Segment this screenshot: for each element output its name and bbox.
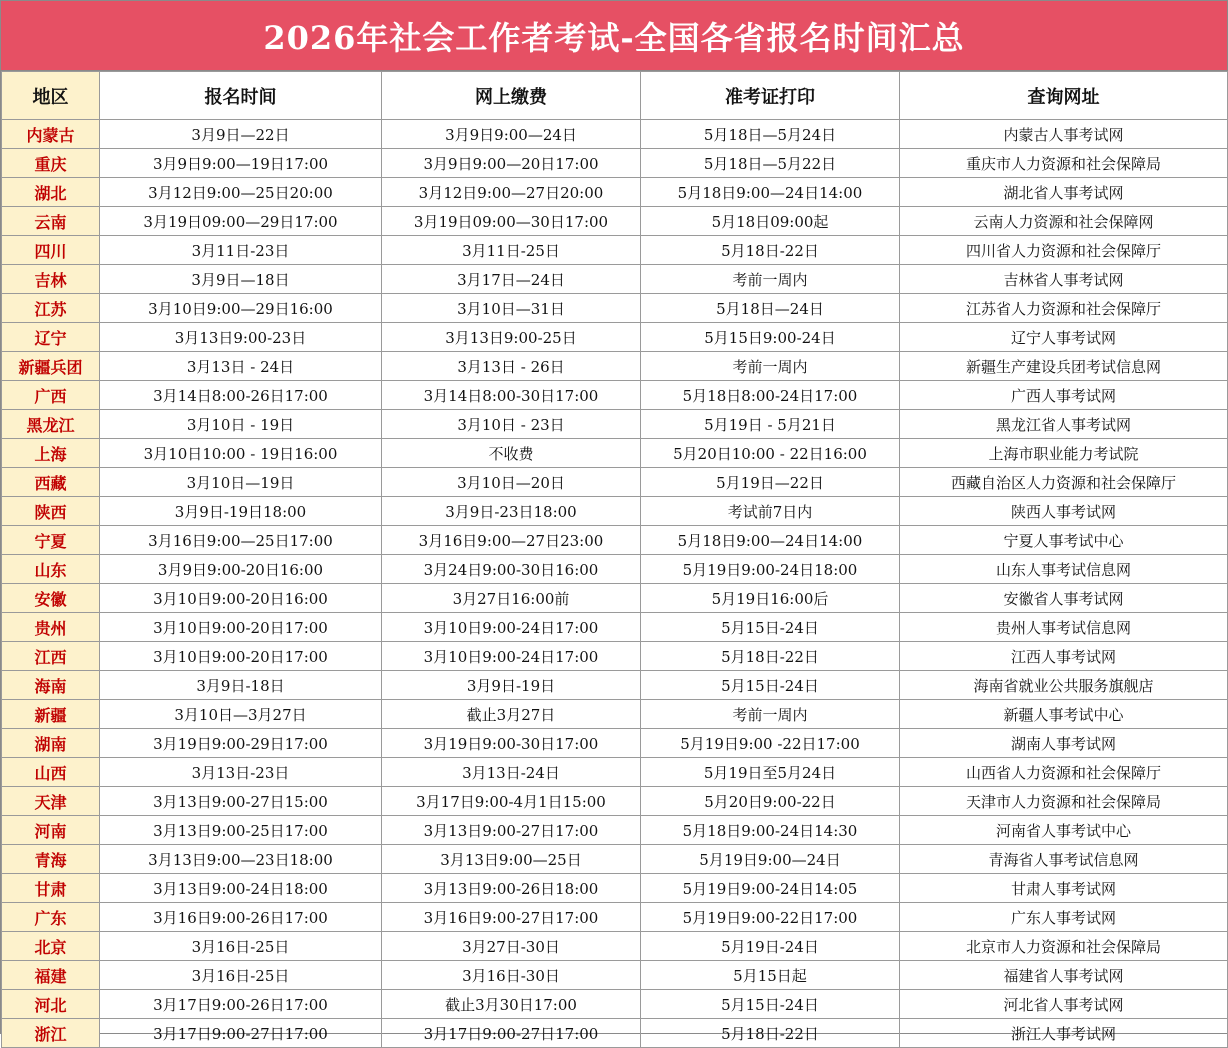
registration-time-cell: 3月19日09:00—29日17:00 bbox=[100, 207, 382, 236]
admission-ticket-cell: 5月18日09:00起 bbox=[641, 207, 900, 236]
region-cell: 新疆兵团 bbox=[2, 352, 100, 381]
registration-time-cell: 3月13日 - 24日 bbox=[100, 352, 382, 381]
region-cell: 山东 bbox=[2, 555, 100, 584]
registration-table bbox=[1, 71, 1228, 1048]
online-payment-cell: 3月13日9:00—25日 bbox=[382, 845, 641, 874]
registration-time-cell: 3月13日9:00-27日15:00 bbox=[100, 787, 382, 816]
admission-ticket-cell: 5月18日8:00-24日17:00 bbox=[641, 381, 900, 410]
table-row bbox=[2, 294, 1228, 323]
online-payment-cell: 3月27日16:00前 bbox=[382, 584, 641, 613]
header-registration-time: 报名时间 bbox=[100, 72, 382, 120]
query-website-cell: 山东人事考试信息网 bbox=[900, 555, 1228, 584]
registration-time-cell: 3月10日10:00 - 19日16:00 bbox=[100, 439, 382, 468]
admission-ticket-cell: 5月20日10:00 - 22日16:00 bbox=[641, 439, 900, 468]
query-website-cell: 北京市人力资源和社会保障局 bbox=[900, 932, 1228, 961]
query-website-cell: 新疆生产建设兵团考试信息网 bbox=[900, 352, 1228, 381]
region-cell: 湖南 bbox=[2, 729, 100, 758]
online-payment-cell: 3月16日9:00—27日23:00 bbox=[382, 526, 641, 555]
header-region: 地区 bbox=[2, 72, 100, 120]
registration-time-cell: 3月10日9:00-20日17:00 bbox=[100, 613, 382, 642]
admission-ticket-cell: 5月19日9:00-24日18:00 bbox=[641, 555, 900, 584]
admission-ticket-cell: 5月18日9:00-24日14:30 bbox=[641, 816, 900, 845]
registration-time-cell: 3月17日9:00-26日17:00 bbox=[100, 990, 382, 1019]
query-website-cell: 浙江人事考试网 bbox=[900, 1019, 1228, 1048]
query-website-cell: 四川省人力资源和社会保障厅 bbox=[900, 236, 1228, 265]
table-row bbox=[2, 526, 1228, 555]
online-payment-cell: 3月9日-19日 bbox=[382, 671, 641, 700]
online-payment-cell: 3月14日8:00-30日17:00 bbox=[382, 381, 641, 410]
query-website-cell: 广西人事考试网 bbox=[900, 381, 1228, 410]
region-cell: 福建 bbox=[2, 961, 100, 990]
registration-time-cell: 3月10日 - 19日 bbox=[100, 410, 382, 439]
table-row bbox=[2, 845, 1228, 874]
query-website-cell: 广东人事考试网 bbox=[900, 903, 1228, 932]
registration-time-cell: 3月10日9:00—29日16:00 bbox=[100, 294, 382, 323]
registration-time-cell: 3月12日9:00—25日20:00 bbox=[100, 178, 382, 207]
query-website-cell: 吉林省人事考试网 bbox=[900, 265, 1228, 294]
table-row bbox=[2, 729, 1228, 758]
query-website-cell: 宁夏人事考试中心 bbox=[900, 526, 1228, 555]
region-cell: 安徽 bbox=[2, 584, 100, 613]
registration-time-cell: 3月16日9:00—25日17:00 bbox=[100, 526, 382, 555]
table-row bbox=[2, 642, 1228, 671]
table-row bbox=[2, 700, 1228, 729]
table-body bbox=[2, 120, 1228, 1048]
table-row bbox=[2, 613, 1228, 642]
online-payment-cell: 3月13日9:00-25日 bbox=[382, 323, 641, 352]
admission-ticket-cell: 考试前7日内 bbox=[641, 497, 900, 526]
region-cell: 四川 bbox=[2, 236, 100, 265]
region-cell: 辽宁 bbox=[2, 323, 100, 352]
registration-time-cell: 3月13日9:00-25日17:00 bbox=[100, 816, 382, 845]
registration-time-cell: 3月9日-18日 bbox=[100, 671, 382, 700]
region-cell: 贵州 bbox=[2, 613, 100, 642]
online-payment-cell: 3月19日9:00-30日17:00 bbox=[382, 729, 641, 758]
registration-time-cell: 3月16日9:00-26日17:00 bbox=[100, 903, 382, 932]
online-payment-cell: 3月17日9:00-4月1日15:00 bbox=[382, 787, 641, 816]
region-cell: 青海 bbox=[2, 845, 100, 874]
admission-ticket-cell: 5月19日9:00 -22日17:00 bbox=[641, 729, 900, 758]
query-website-cell: 福建省人事考试网 bbox=[900, 961, 1228, 990]
admission-ticket-cell: 5月19日—22日 bbox=[641, 468, 900, 497]
admission-ticket-cell: 5月19日至5月24日 bbox=[641, 758, 900, 787]
region-cell: 广东 bbox=[2, 903, 100, 932]
query-website-cell: 海南省就业公共服务旗舰店 bbox=[900, 671, 1228, 700]
region-cell: 湖北 bbox=[2, 178, 100, 207]
region-cell: 河北 bbox=[2, 990, 100, 1019]
online-payment-cell: 3月10日9:00-24日17:00 bbox=[382, 642, 641, 671]
online-payment-cell: 3月9日-23日18:00 bbox=[382, 497, 641, 526]
table-row bbox=[2, 381, 1228, 410]
registration-time-cell: 3月13日9:00-23日 bbox=[100, 323, 382, 352]
table-row bbox=[2, 265, 1228, 294]
region-cell: 山西 bbox=[2, 758, 100, 787]
table-row bbox=[2, 497, 1228, 526]
query-website-cell: 黑龙江省人事考试网 bbox=[900, 410, 1228, 439]
online-payment-cell: 3月19日09:00—30日17:00 bbox=[382, 207, 641, 236]
region-cell: 上海 bbox=[2, 439, 100, 468]
table-row bbox=[2, 990, 1228, 1019]
header-row bbox=[2, 72, 1228, 120]
query-website-cell: 贵州人事考试信息网 bbox=[900, 613, 1228, 642]
region-cell: 海南 bbox=[2, 671, 100, 700]
table-row bbox=[2, 903, 1228, 932]
registration-time-cell: 3月11日-23日 bbox=[100, 236, 382, 265]
table-row bbox=[2, 439, 1228, 468]
admission-ticket-cell: 5月18日—5月22日 bbox=[641, 149, 900, 178]
region-cell: 宁夏 bbox=[2, 526, 100, 555]
query-website-cell: 陕西人事考试网 bbox=[900, 497, 1228, 526]
admission-ticket-cell: 5月18日—5月24日 bbox=[641, 120, 900, 149]
online-payment-cell: 3月13日-24日 bbox=[382, 758, 641, 787]
table-row bbox=[2, 758, 1228, 787]
registration-time-cell: 3月10日—3月27日 bbox=[100, 700, 382, 729]
online-payment-cell: 截止3月30日17:00 bbox=[382, 990, 641, 1019]
registration-time-cell: 3月9日—18日 bbox=[100, 265, 382, 294]
registration-time-cell: 3月16日-25日 bbox=[100, 932, 382, 961]
registration-time-cell: 3月17日9:00-27日17:00 bbox=[100, 1019, 382, 1048]
query-website-cell: 上海市职业能力考试院 bbox=[900, 439, 1228, 468]
online-payment-cell: 不收费 bbox=[382, 439, 641, 468]
admission-ticket-cell: 5月18日-22日 bbox=[641, 1019, 900, 1048]
query-website-cell: 辽宁人事考试网 bbox=[900, 323, 1228, 352]
header-query-website: 查询网址 bbox=[900, 72, 1228, 120]
header-admission-ticket: 准考证打印 bbox=[641, 72, 900, 120]
admission-ticket-cell: 5月15日起 bbox=[641, 961, 900, 990]
table-row bbox=[2, 1019, 1228, 1048]
query-website-cell: 重庆市人力资源和社会保障局 bbox=[900, 149, 1228, 178]
table-row bbox=[2, 323, 1228, 352]
online-payment-cell: 3月10日9:00-24日17:00 bbox=[382, 613, 641, 642]
query-website-cell: 山西省人力资源和社会保障厅 bbox=[900, 758, 1228, 787]
registration-time-cell: 3月9日—22日 bbox=[100, 120, 382, 149]
online-payment-cell: 3月27日-30日 bbox=[382, 932, 641, 961]
region-cell: 甘肃 bbox=[2, 874, 100, 903]
header-online-payment: 网上缴费 bbox=[382, 72, 641, 120]
query-website-cell: 河北省人事考试网 bbox=[900, 990, 1228, 1019]
admission-ticket-cell: 5月18日-22日 bbox=[641, 236, 900, 265]
region-cell: 重庆 bbox=[2, 149, 100, 178]
admission-ticket-cell: 5月15日-24日 bbox=[641, 990, 900, 1019]
table-row bbox=[2, 932, 1228, 961]
admission-ticket-cell: 5月18日9:00—24日14:00 bbox=[641, 178, 900, 207]
registration-time-cell: 3月13日-23日 bbox=[100, 758, 382, 787]
online-payment-cell: 3月13日9:00-26日18:00 bbox=[382, 874, 641, 903]
registration-time-cell: 3月9日9:00-20日16:00 bbox=[100, 555, 382, 584]
online-payment-cell: 3月13日 - 26日 bbox=[382, 352, 641, 381]
region-cell: 江苏 bbox=[2, 294, 100, 323]
region-cell: 黑龙江 bbox=[2, 410, 100, 439]
registration-time-cell: 3月19日9:00-29日17:00 bbox=[100, 729, 382, 758]
admission-ticket-cell: 5月20日9:00-22日 bbox=[641, 787, 900, 816]
admission-ticket-cell: 5月15日-24日 bbox=[641, 613, 900, 642]
admission-ticket-cell: 5月18日—24日 bbox=[641, 294, 900, 323]
query-website-cell: 天津市人力资源和社会保障局 bbox=[900, 787, 1228, 816]
online-payment-cell: 3月11日-25日 bbox=[382, 236, 641, 265]
table-row bbox=[2, 236, 1228, 265]
admission-ticket-cell: 5月18日-22日 bbox=[641, 642, 900, 671]
admission-ticket-cell: 5月19日 - 5月21日 bbox=[641, 410, 900, 439]
table-row bbox=[2, 961, 1228, 990]
registration-time-cell: 3月10日—19日 bbox=[100, 468, 382, 497]
admission-ticket-cell: 5月18日9:00—24日14:00 bbox=[641, 526, 900, 555]
online-payment-cell: 3月12日9:00—27日20:00 bbox=[382, 178, 641, 207]
registration-time-cell: 3月10日9:00-20日16:00 bbox=[100, 584, 382, 613]
table-row bbox=[2, 874, 1228, 903]
admission-ticket-cell: 5月19日16:00后 bbox=[641, 584, 900, 613]
table-row bbox=[2, 555, 1228, 584]
online-payment-cell: 3月10日—31日 bbox=[382, 294, 641, 323]
registration-time-cell: 3月9日-19日18:00 bbox=[100, 497, 382, 526]
query-website-cell: 内蒙古人事考试网 bbox=[900, 120, 1228, 149]
table-row bbox=[2, 410, 1228, 439]
table-row bbox=[2, 207, 1228, 236]
registration-time-cell: 3月9日9:00—19日17:00 bbox=[100, 149, 382, 178]
registration-time-cell: 3月14日8:00-26日17:00 bbox=[100, 381, 382, 410]
region-cell: 天津 bbox=[2, 787, 100, 816]
registration-time-cell: 3月16日-25日 bbox=[100, 961, 382, 990]
admission-ticket-cell: 5月19日9:00—24日 bbox=[641, 845, 900, 874]
region-cell: 吉林 bbox=[2, 265, 100, 294]
region-cell: 江西 bbox=[2, 642, 100, 671]
admission-ticket-cell: 考前一周内 bbox=[641, 700, 900, 729]
online-payment-cell: 3月17日—24日 bbox=[382, 265, 641, 294]
table-row bbox=[2, 178, 1228, 207]
table-row bbox=[2, 468, 1228, 497]
table-row bbox=[2, 816, 1228, 845]
admission-ticket-cell: 5月15日9:00-24日 bbox=[641, 323, 900, 352]
query-website-cell: 甘肃人事考试网 bbox=[900, 874, 1228, 903]
query-website-cell: 湖南人事考试网 bbox=[900, 729, 1228, 758]
table-row bbox=[2, 787, 1228, 816]
online-payment-cell: 3月17日9:00-27日17:00 bbox=[382, 1019, 641, 1048]
online-payment-cell: 3月10日 - 23日 bbox=[382, 410, 641, 439]
registration-time-cell: 3月10日9:00-20日17:00 bbox=[100, 642, 382, 671]
online-payment-cell: 3月16日9:00-27日17:00 bbox=[382, 903, 641, 932]
query-website-cell: 安徽省人事考试网 bbox=[900, 584, 1228, 613]
region-cell: 陕西 bbox=[2, 497, 100, 526]
query-website-cell: 河南省人事考试中心 bbox=[900, 816, 1228, 845]
region-cell: 北京 bbox=[2, 932, 100, 961]
query-website-cell: 江苏省人力资源和社会保障厅 bbox=[900, 294, 1228, 323]
table-row bbox=[2, 671, 1228, 700]
query-website-cell: 云南人力资源和社会保障网 bbox=[900, 207, 1228, 236]
query-website-cell: 青海省人事考试信息网 bbox=[900, 845, 1228, 874]
online-payment-cell: 截止3月27日 bbox=[382, 700, 641, 729]
table-row bbox=[2, 584, 1228, 613]
query-website-cell: 湖北省人事考试网 bbox=[900, 178, 1228, 207]
table-row bbox=[2, 149, 1228, 178]
table-row bbox=[2, 352, 1228, 381]
region-cell: 新疆 bbox=[2, 700, 100, 729]
online-payment-cell: 3月16日-30日 bbox=[382, 961, 641, 990]
online-payment-cell: 3月13日9:00-27日17:00 bbox=[382, 816, 641, 845]
admission-ticket-cell: 5月19日9:00-22日17:00 bbox=[641, 903, 900, 932]
registration-time-cell: 3月13日9:00—23日18:00 bbox=[100, 845, 382, 874]
region-cell: 浙江 bbox=[2, 1019, 100, 1048]
region-cell: 广西 bbox=[2, 381, 100, 410]
admission-ticket-cell: 5月15日-24日 bbox=[641, 671, 900, 700]
region-cell: 河南 bbox=[2, 816, 100, 845]
table-row bbox=[2, 120, 1228, 149]
admission-ticket-cell: 考前一周内 bbox=[641, 265, 900, 294]
query-website-cell: 新疆人事考试中心 bbox=[900, 700, 1228, 729]
online-payment-cell: 3月10日—20日 bbox=[382, 468, 641, 497]
region-cell: 云南 bbox=[2, 207, 100, 236]
page-title: 2026年社会工作者考试-全国各省报名时间汇总 bbox=[1, 1, 1227, 71]
admission-ticket-cell: 考前一周内 bbox=[641, 352, 900, 381]
online-payment-cell: 3月24日9:00-30日16:00 bbox=[382, 555, 641, 584]
region-cell: 内蒙古 bbox=[2, 120, 100, 149]
region-cell: 西藏 bbox=[2, 468, 100, 497]
query-website-cell: 西藏自治区人力资源和社会保障厅 bbox=[900, 468, 1228, 497]
online-payment-cell: 3月9日9:00—24日 bbox=[382, 120, 641, 149]
admission-ticket-cell: 5月19日-24日 bbox=[641, 932, 900, 961]
query-website-cell: 江西人事考试网 bbox=[900, 642, 1228, 671]
registration-time-cell: 3月13日9:00-24日18:00 bbox=[100, 874, 382, 903]
online-payment-cell: 3月9日9:00—20日17:00 bbox=[382, 149, 641, 178]
admission-ticket-cell: 5月19日9:00-24日14:05 bbox=[641, 874, 900, 903]
